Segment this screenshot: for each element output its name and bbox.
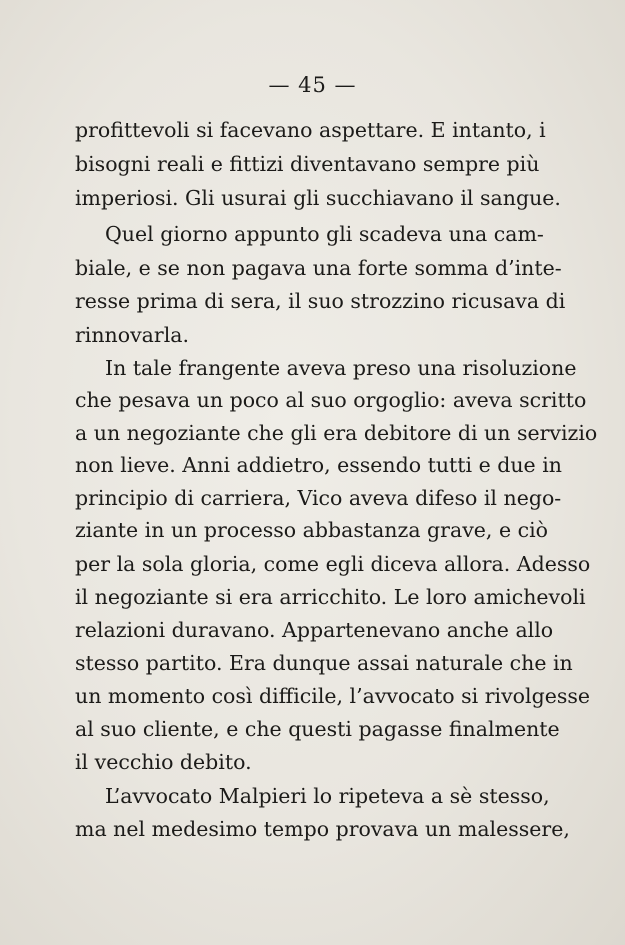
text-line: Quel giorno appunto gli scadeva una cam- <box>105 222 544 246</box>
text-line: al suo cliente, e che questi pagasse finalmente <box>75 717 560 741</box>
text-line: il vecchio debito. <box>75 750 252 774</box>
text-line: imperiosi. Gli usurai gli succhiavano il sangue. <box>75 186 561 210</box>
text-line: il negoziante si era arricchito. Le loro amichevoli <box>75 585 586 609</box>
text-line: resse prima di sera, il suo strozzino ricusava di <box>75 289 566 313</box>
page-number: — 45 — <box>268 73 357 97</box>
text-line: rinnovarla. <box>75 323 190 347</box>
text-line: ziante in un processo abbastanza grave, e ciò <box>75 518 548 542</box>
text-line: non lieve. Anni addietro, essendo tutti e due in <box>75 453 562 477</box>
text-line: principio di carriera, Vico aveva difeso il nego- <box>75 486 562 510</box>
text-line: ma nel medesimo tempo provava un malessere, <box>75 817 570 841</box>
text-line: a un negoziante che gli era debitore di un servizio <box>75 421 598 445</box>
text-line: un momento così difficile, l’avvocato si rivolgesse <box>75 684 591 708</box>
text-line: stesso partito. Era dunque assai naturale che in <box>75 651 573 675</box>
text-line: biale, e se non pagava una forte somma d’inte- <box>75 256 562 280</box>
text-line: bisogni reali e fittizi diventavano sempre più <box>75 152 540 176</box>
text-line: L’avvocato Malpieri lo ripeteva a sè stesso, <box>105 784 550 808</box>
text-line: che pesava un poco al suo orgoglio: aveva scritto <box>75 388 587 412</box>
text-line: per la sola gloria, come egli diceva allora. Adesso <box>75 552 591 576</box>
text-line: In tale frangente aveva preso una risoluzione <box>105 356 577 380</box>
text-line: relazioni duravano. Appartenevano anche allo <box>75 618 554 642</box>
text-line: profittevoli si facevano aspettare. E intanto, i <box>75 118 546 142</box>
